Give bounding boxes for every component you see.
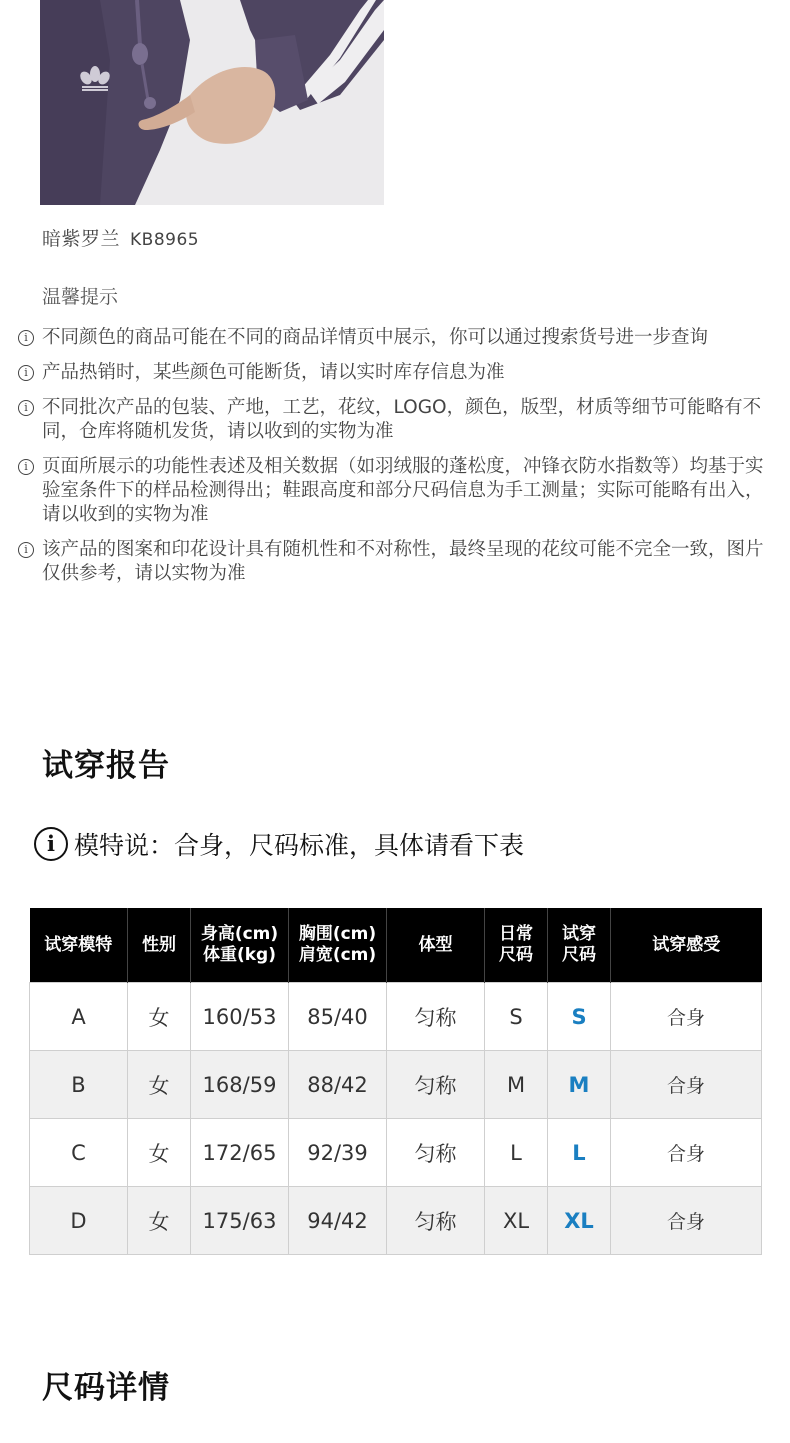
info-icon: i — [18, 330, 34, 346]
tip-item — [16, 538, 766, 586]
table-row — [30, 1051, 762, 1119]
cell-feeling: 合身 — [611, 1051, 762, 1119]
cell-model: C — [30, 1119, 128, 1187]
model-says-text: 模特说：合身，尺码标准，具体请看下表 — [74, 831, 525, 860]
cell-model: A — [30, 983, 128, 1051]
cell-gender: 女 — [128, 1051, 191, 1119]
info-icon: i — [18, 365, 34, 381]
cell-body-type: 匀称 — [387, 1051, 485, 1119]
cell-bust-shoulder: 85/40 — [289, 983, 387, 1051]
cell-model: B — [30, 1051, 128, 1119]
cell-try-size: XL — [548, 1187, 611, 1255]
cell-try-size: L — [548, 1119, 611, 1187]
header-height-weight: 身高(cm) 体重(kg) — [191, 908, 289, 983]
header-daily-size: 日常 尺码 — [485, 908, 548, 983]
cell-gender: 女 — [128, 983, 191, 1051]
cell-height-weight: 175/63 — [191, 1187, 289, 1255]
cell-daily-size: M — [485, 1051, 548, 1119]
product-caption — [42, 224, 199, 251]
table-row — [30, 1119, 762, 1187]
tip-item — [16, 326, 766, 350]
tip-text: 不同批次产品的包装、产地，工艺，花纹，LOGO，颜色，版型，材质等细节可能略有不同，仓库将随机发货，请以收到的实物为准 — [42, 397, 762, 442]
tip-text: 产品热销时，某些颜色可能断货，请以实时库存信息为准 — [42, 362, 505, 383]
header-model: 试穿模特 — [30, 908, 128, 983]
cell-gender: 女 — [128, 1187, 191, 1255]
tip-item — [16, 361, 766, 385]
header-try-size: 试穿 尺码 — [548, 908, 611, 983]
header-bust-shoulder: 胸围(cm) 肩宽(cm) — [289, 908, 387, 983]
cell-feeling: 合身 — [611, 983, 762, 1051]
cell-height-weight: 160/53 — [191, 983, 289, 1051]
size-details-title: 尺码详情 — [42, 1370, 170, 1406]
tip-text: 不同颜色的商品可能在不同的商品详情页中展示，你可以通过搜索货号进一步查询 — [42, 327, 709, 348]
tip-item — [16, 455, 766, 527]
cell-bust-shoulder: 94/42 — [289, 1187, 387, 1255]
cell-height-weight: 172/65 — [191, 1119, 289, 1187]
cell-body-type: 匀称 — [387, 1119, 485, 1187]
cell-height-weight: 168/59 — [191, 1051, 289, 1119]
header-body-type: 体型 — [387, 908, 485, 983]
cell-daily-size: L — [485, 1119, 548, 1187]
cell-body-type: 匀称 — [387, 1187, 485, 1255]
fit-table — [29, 908, 762, 1255]
info-icon: i — [18, 400, 34, 416]
cell-feeling: 合身 — [611, 1187, 762, 1255]
tip-item — [16, 396, 766, 444]
cell-gender: 女 — [128, 1119, 191, 1187]
info-icon: i — [18, 542, 34, 558]
header-gender: 性别 — [128, 908, 191, 983]
cell-try-size: S — [548, 983, 611, 1051]
cell-try-size: M — [548, 1051, 611, 1119]
cell-body-type: 匀称 — [387, 983, 485, 1051]
tip-text: 页面所展示的功能性表述及相关数据（如羽绒服的蓬松度，冲锋衣防水指数等）均基于实验室条件下的样品检测得出；鞋跟高度和部分尺码信息为手工测量；实际可能略有出入，请以收到的实物为准 — [42, 456, 764, 525]
cell-feeling: 合身 — [611, 1119, 762, 1187]
color-name: 暗紫罗兰 — [42, 228, 121, 250]
cell-bust-shoulder: 88/42 — [289, 1051, 387, 1119]
product-photo — [40, 0, 384, 205]
cell-daily-size: XL — [485, 1187, 548, 1255]
cell-bust-shoulder: 92/39 — [289, 1119, 387, 1187]
fit-table-header — [30, 908, 762, 983]
header-feeling: 试穿感受 — [611, 908, 762, 983]
tips-list — [16, 326, 766, 597]
fit-report-title: 试穿报告 — [42, 748, 170, 784]
tip-text: 该产品的图案和印花设计具有随机性和不对称性，最终呈现的花纹可能不完全一致，图片仅供参考，请以实物为准 — [42, 539, 764, 584]
cell-daily-size: S — [485, 983, 548, 1051]
product-code: KB8965 — [130, 230, 200, 250]
table-row — [30, 983, 762, 1051]
info-icon: i — [34, 827, 68, 861]
model-says — [34, 826, 524, 862]
table-row — [30, 1187, 762, 1255]
cell-model: D — [30, 1187, 128, 1255]
info-icon: i — [18, 459, 34, 475]
tips-title: 温馨提示 — [42, 286, 119, 308]
